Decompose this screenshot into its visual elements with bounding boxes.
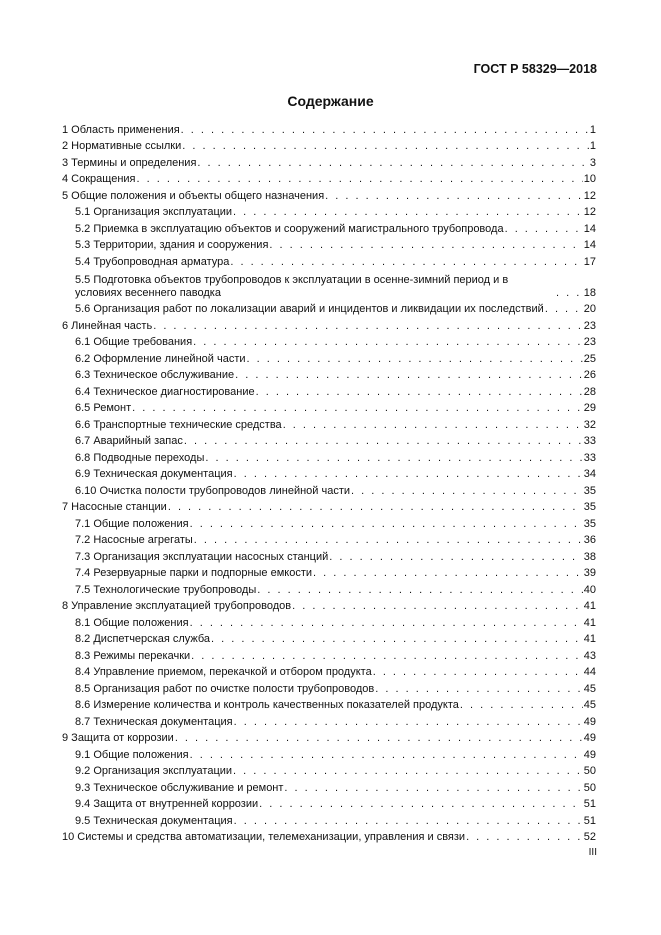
toc-entry-page: 25 <box>583 352 596 365</box>
toc-entry[interactable] <box>62 597 596 614</box>
document-header: ГОСТ Р 58329—2018 <box>473 62 597 76</box>
toc-leader-dots <box>284 782 582 795</box>
toc-leader-dots <box>460 699 583 712</box>
toc-leader-dots <box>190 617 583 630</box>
toc-entry-title: 8.5 Организация работ по очистке полости трубопроводов <box>75 682 375 695</box>
toc-entry-title: 5.5 Подготовка объектов трубопроводов к эксплуатации в осенне-зимний период и в условиях весеннего паводка <box>75 273 509 299</box>
toc-entry-page: 23 <box>583 319 596 332</box>
toc-entry-page: 50 <box>583 765 596 777</box>
toc-leader-dots <box>194 534 583 547</box>
toc-entry-page: 50 <box>583 781 596 794</box>
toc-leader-dots <box>181 124 589 137</box>
toc-leader-dots <box>190 749 583 762</box>
toc-leader-dots <box>351 485 583 498</box>
toc-leader-dots <box>234 716 583 729</box>
toc-entry[interactable] <box>62 170 596 187</box>
toc-leader-dots <box>259 798 583 811</box>
toc-entry[interactable] <box>62 269 596 300</box>
toc-entry-title: 6.9 Техническая документация <box>75 468 233 480</box>
toc-entry-title: 8.4 Управление приемом, перекачкой и отбором продукта <box>75 666 372 678</box>
toc-entry[interactable] <box>62 186 596 203</box>
toc-leader-dots <box>329 551 582 564</box>
toc-entry-title: 5.6 Организация работ по локализации аварий и инцидентов и ликвидации их последствий <box>75 303 544 315</box>
toc-entry-title: 7 Насосные станции <box>62 501 167 513</box>
toc-leader-dots <box>211 633 583 646</box>
toc-leader-dots <box>466 831 583 844</box>
toc-entry-page: 23 <box>583 336 596 348</box>
toc-leader-dots <box>257 584 582 597</box>
toc-leader-dots <box>247 353 583 366</box>
toc-entry-title: 6.8 Подводные переходы <box>75 451 205 464</box>
toc-entry[interactable] <box>62 399 596 416</box>
toc-entry[interactable] <box>62 153 596 170</box>
toc-entry[interactable] <box>62 137 596 154</box>
toc-entry[interactable] <box>62 465 596 482</box>
toc-entry[interactable] <box>62 564 596 581</box>
toc-entry-title: 5.3 Территории, здания и сооружения <box>75 239 269 251</box>
toc-entry-page: 14 <box>583 239 596 251</box>
toc-leader-dots <box>505 223 583 236</box>
toc-entry-title: 5 Общие положения и объекты общего назначения <box>62 189 325 202</box>
toc-entry-page: 49 <box>583 732 596 744</box>
toc-entry-page: 35 <box>583 517 596 530</box>
toc-entry-page: 29 <box>583 402 596 414</box>
toc-entry-page: 49 <box>583 715 596 728</box>
toc-entry-title: 7.4 Резервуарные парки и подпорные емкости <box>75 567 313 579</box>
toc-entry-page: 32 <box>583 418 596 431</box>
toc-entry-title: 7.3 Организация эксплуатации насосных станций <box>75 550 329 563</box>
toc-leader-dots <box>373 666 583 679</box>
toc-entry-title: 9.2 Организация эксплуатации <box>75 765 233 777</box>
toc-entry[interactable] <box>62 828 596 845</box>
toc-leader-dots <box>193 336 583 349</box>
toc-entry[interactable] <box>62 712 596 729</box>
toc-entry-page: 14 <box>583 222 596 235</box>
toc-entry-title: 3 Термины и определения <box>62 156 197 169</box>
toc-entry-page: 35 <box>583 484 596 497</box>
toc-entry[interactable] <box>62 745 596 762</box>
toc-entry-page: 40 <box>583 583 596 596</box>
toc-leader-dots <box>313 567 583 580</box>
toc-entry-page: 45 <box>583 699 596 711</box>
toc-entry-page: 44 <box>583 666 596 678</box>
toc-entry-page: 33 <box>583 451 596 464</box>
toc-leader-dots <box>137 173 583 186</box>
toc-leader-dots <box>190 518 583 531</box>
toc-entry[interactable] <box>62 679 596 696</box>
toc-entry[interactable] <box>62 382 596 399</box>
toc-entry[interactable] <box>62 366 596 383</box>
toc-entry-page: 20 <box>583 303 596 315</box>
toc-entry-page: 36 <box>583 534 596 546</box>
toc-entry[interactable] <box>62 547 596 564</box>
toc-entry-title: 5.4 Трубопроводная арматура <box>75 255 230 268</box>
page-title: Содержание <box>287 93 374 109</box>
toc-entry-title: 6.3 Техническое обслуживание <box>75 369 235 381</box>
toc-leader-dots <box>235 369 583 382</box>
toc-leader-dots <box>233 206 583 219</box>
toc-entry[interactable] <box>62 203 596 220</box>
toc-entry-title: 2 Нормативные ссылки <box>62 140 182 152</box>
toc-leader-dots <box>197 157 588 170</box>
toc-entry-page: 41 <box>583 633 596 645</box>
toc-leader-dots <box>375 683 582 696</box>
toc-entry[interactable] <box>62 316 596 333</box>
toc-entry-title: 8.3 Режимы перекачки <box>75 649 191 662</box>
toc-entry[interactable] <box>62 811 596 828</box>
toc-entry[interactable] <box>62 630 596 647</box>
toc-entry-title: 7.2 Насосные агрегаты <box>75 534 193 546</box>
toc-entry-page: 52 <box>583 831 596 843</box>
toc-leader-dots <box>175 732 583 745</box>
toc-leader-dots <box>230 256 582 269</box>
toc-entry-title: 4 Сокращения <box>62 173 136 185</box>
toc-entry[interactable] <box>62 778 596 795</box>
toc-entry[interactable] <box>62 762 596 779</box>
toc-entry-title: 9.1 Общие положения <box>75 748 189 761</box>
toc-entry[interactable] <box>62 646 596 663</box>
toc-entry[interactable] <box>62 300 596 317</box>
toc-entry-title: 9.5 Техническая документация <box>75 814 233 827</box>
toc-entry-page: 17 <box>583 255 596 268</box>
toc-leader-dots <box>234 815 583 828</box>
toc-leader-dots <box>153 320 583 333</box>
toc-entry-title: 9.4 Защита от внутренней коррозии <box>75 798 259 810</box>
toc-leader-dots <box>292 600 583 613</box>
toc-entry-page: 1 <box>589 123 596 136</box>
toc-entry-page: 28 <box>583 385 596 398</box>
toc-entry-title: 6.1 Общие требования <box>75 336 193 348</box>
toc-entry-page: 34 <box>583 468 596 480</box>
toc-entry[interactable] <box>62 349 596 366</box>
toc-entry-page: 1 <box>589 140 596 152</box>
toc-entry-title: 7.5 Технологические трубопроводы <box>75 583 257 596</box>
toc-entry-title: 5.2 Приемка в эксплуатацию объектов и сооружений магистрального трубопровода <box>75 222 504 235</box>
toc-entry-page: 10 <box>583 173 596 185</box>
toc-entry-page: 41 <box>583 616 596 629</box>
toc-entry-title: 7.1 Общие положения <box>75 517 189 530</box>
toc-entry[interactable] <box>62 448 596 465</box>
toc-entry-title: 8.7 Техническая документация <box>75 715 233 728</box>
toc-entry-title: 6.4 Техническое диагностирование <box>75 385 255 398</box>
toc-entry[interactable] <box>62 498 596 515</box>
toc-leader-dots <box>545 303 583 316</box>
toc-entry[interactable] <box>62 531 596 548</box>
toc-entry[interactable] <box>62 432 596 449</box>
toc-entry[interactable] <box>62 795 596 812</box>
toc-leader-dots <box>182 140 589 153</box>
toc-entry-page: 33 <box>583 435 596 447</box>
toc-entry-title: 6.6 Транспортные технические средства <box>75 418 282 431</box>
toc-entry-title: 1 Область применения <box>62 123 180 136</box>
toc-leader-dots <box>205 452 582 465</box>
toc-leader-dots <box>132 402 583 415</box>
toc-leader-dots <box>168 501 583 514</box>
toc-entry-title: 8.6 Измерение количества и контроль качественных показателей продукта <box>75 699 459 711</box>
toc-leader-dots <box>233 765 583 778</box>
toc-entry[interactable] <box>62 120 596 137</box>
toc-entry-page: 38 <box>583 550 596 563</box>
toc-entry-page: 45 <box>583 682 596 695</box>
toc-entry-page: 3 <box>589 156 596 169</box>
toc-entry[interactable] <box>62 415 596 432</box>
toc-leader-dots <box>234 468 583 481</box>
toc-entry-title: 8 Управление эксплуатацией трубопроводов <box>62 600 292 612</box>
toc-entry-page: 43 <box>583 649 596 662</box>
toc-entry[interactable] <box>62 219 596 236</box>
toc-entry-title: 6.10 Очистка полости трубопроводов линейной части <box>75 484 351 497</box>
toc-entry-title: 6.5 Ремонт <box>75 402 132 414</box>
toc-leader-dots <box>283 419 583 432</box>
toc-entry[interactable] <box>62 481 596 498</box>
toc-entry[interactable] <box>62 514 596 531</box>
toc-entry[interactable] <box>62 252 596 269</box>
toc-entry-title: 9.3 Техническое обслуживание и ремонт <box>75 781 284 794</box>
toc-entry-title: 8.1 Общие положения <box>75 616 189 629</box>
toc-leader-dots <box>556 287 583 300</box>
toc-entry-page: 51 <box>583 814 596 827</box>
toc-entry[interactable] <box>62 613 596 630</box>
toc-entry-title: 9 Защита от коррозии <box>62 732 174 744</box>
toc-entry-page: 18 <box>583 286 596 299</box>
toc-entry[interactable] <box>62 663 596 680</box>
toc-entry-page: 12 <box>583 206 596 218</box>
toc-entry[interactable] <box>62 696 596 713</box>
toc-entry-title: 6 Линейная часть <box>62 319 153 332</box>
toc-entry-page: 39 <box>583 567 596 579</box>
toc-entry-page: 41 <box>583 600 596 612</box>
toc-entry-page: 26 <box>583 369 596 381</box>
toc-entry[interactable] <box>62 580 596 597</box>
toc-entry-title: 6.2 Оформление линейной части <box>75 352 246 365</box>
table-of-contents <box>62 120 596 844</box>
toc-entry-title: 10 Системы и средства автоматизации, телемеханизации, управления и связи <box>62 831 466 843</box>
toc-entry[interactable] <box>62 236 596 253</box>
toc-leader-dots <box>256 386 583 399</box>
toc-leader-dots <box>325 190 583 203</box>
toc-entry-page: 35 <box>583 501 596 513</box>
toc-entry-title: 5.1 Организация эксплуатации <box>75 206 233 218</box>
toc-entry-page: 12 <box>583 189 596 202</box>
toc-entry[interactable] <box>62 729 596 746</box>
toc-entry-title: 6.7 Аварийный запас <box>75 435 183 447</box>
toc-leader-dots <box>184 435 583 448</box>
toc-entry[interactable] <box>62 333 596 350</box>
toc-leader-dots <box>191 650 583 663</box>
toc-entry-title: 8.2 Диспетчерская служба <box>75 633 211 645</box>
toc-leader-dots <box>269 239 582 252</box>
toc-entry-page: 49 <box>583 748 596 761</box>
toc-entry-page: 51 <box>583 798 596 810</box>
page-number: III <box>588 847 597 858</box>
